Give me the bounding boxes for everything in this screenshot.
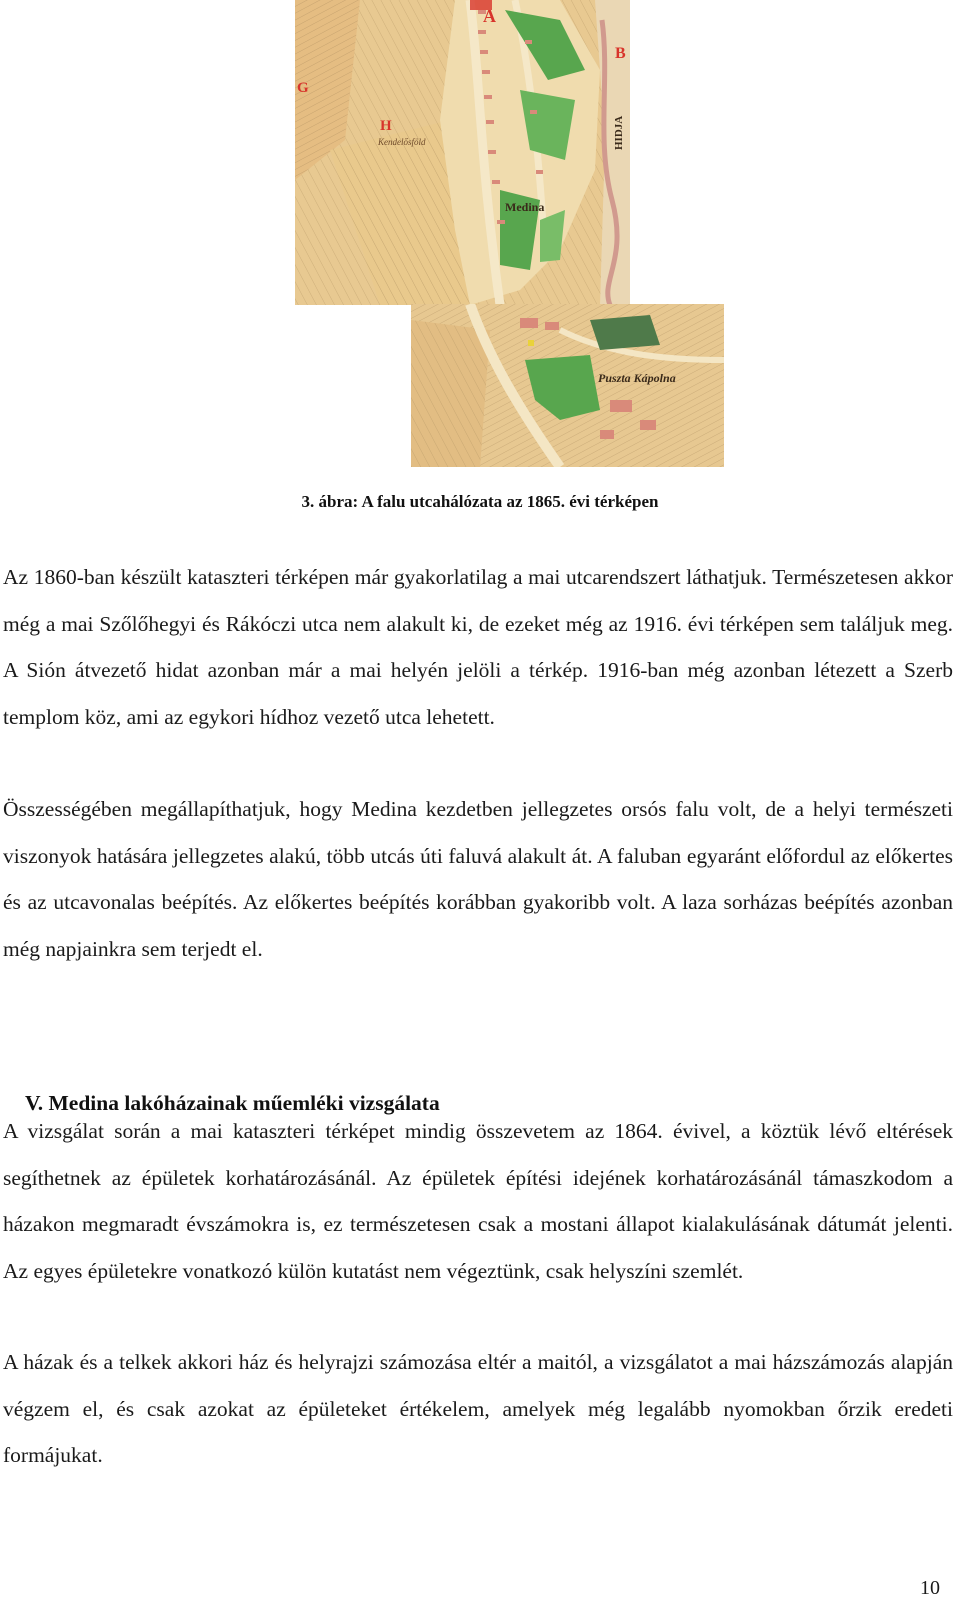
- map-image: [0, 0, 960, 480]
- map-label-h: H: [380, 118, 392, 134]
- paragraph-village-form: Összességében megállapíthatjuk, hogy Medina kezdetben jellegzetes orsós falu volt, de a helyi természeti viszonyok hatására jellegzetes alakú, több utcás úti faluvá alakult át. A faluban egyaránt előfordul az előkertes és az utcavonalas beépítés. Az előkertes beépítés korábban gyakoribb volt. A laza sorházas beépítés azonban még napjainkra sem terjedt el.: [3, 797, 953, 961]
- map-label-kendelosfold: Kendelősföld: [378, 137, 426, 147]
- paragraph-numbering: A házak és a telkek akkori ház és helyrajzi számozása eltér a maitól, a vizsgálatot a mai házszámozás alapján végzem el, és csak azokat az épületeket értékelem, amelyek még legalább nyomokban őrzik eredeti formájukat.: [3, 1350, 953, 1467]
- figure-caption: 3. ábra: A falu utcahálózata az 1865. évi térképen: [301, 492, 659, 511]
- paragraph-street-network: Az 1860-ban készült kataszteri térképen már gyakorlatilag a mai utcarendszert láthatjuk. Természetesen akkor még a mai Szőlőhegyi és Rákóczi utca nem alakult ki, de ezeket még az 1916. évi térképen sem találjuk meg. A Sión átvezető hidat azonban már a mai helyén jelöli a térkép. 1916-ban még azonban létezett a Szerb templom köz, ami az egykori hídhoz vezető utca lehetett.: [3, 565, 953, 729]
- map-sheet-upper: [295, 0, 630, 305]
- page-number: 10: [920, 1577, 940, 1599]
- map-label-a: A: [483, 6, 496, 26]
- section-heading: V. Medina lakóházainak műemléki vizsgálata: [25, 1091, 440, 1115]
- map-label-hidja: HIDJA: [613, 115, 625, 150]
- map-label-g: G: [297, 80, 309, 96]
- map-label-b: B: [615, 45, 626, 62]
- cadastral-map-figure: [0, 0, 960, 480]
- map-sheet-lower: [411, 304, 724, 467]
- paragraph-method: A vizsgálat során a mai kataszteri térképet mindig összevetem az 1864. évivel, a köztük lévő eltérések segíthetnek az épületek korhatározásánál. Az épületek építési idejének korhatározásánál támaszkodom a házakon megmaradt évszámokra is, ez természetesen csak a mostani állapot kialakulásának dátumát jelenti. Az egyes épületekre vonatkozó külön kutatást nem végeztünk, csak helyszíni szemlét.: [3, 1119, 953, 1283]
- map-label-puszta-kapolna: Puszta Kápolna: [598, 371, 676, 385]
- map-label-medina: Medina: [505, 200, 545, 214]
